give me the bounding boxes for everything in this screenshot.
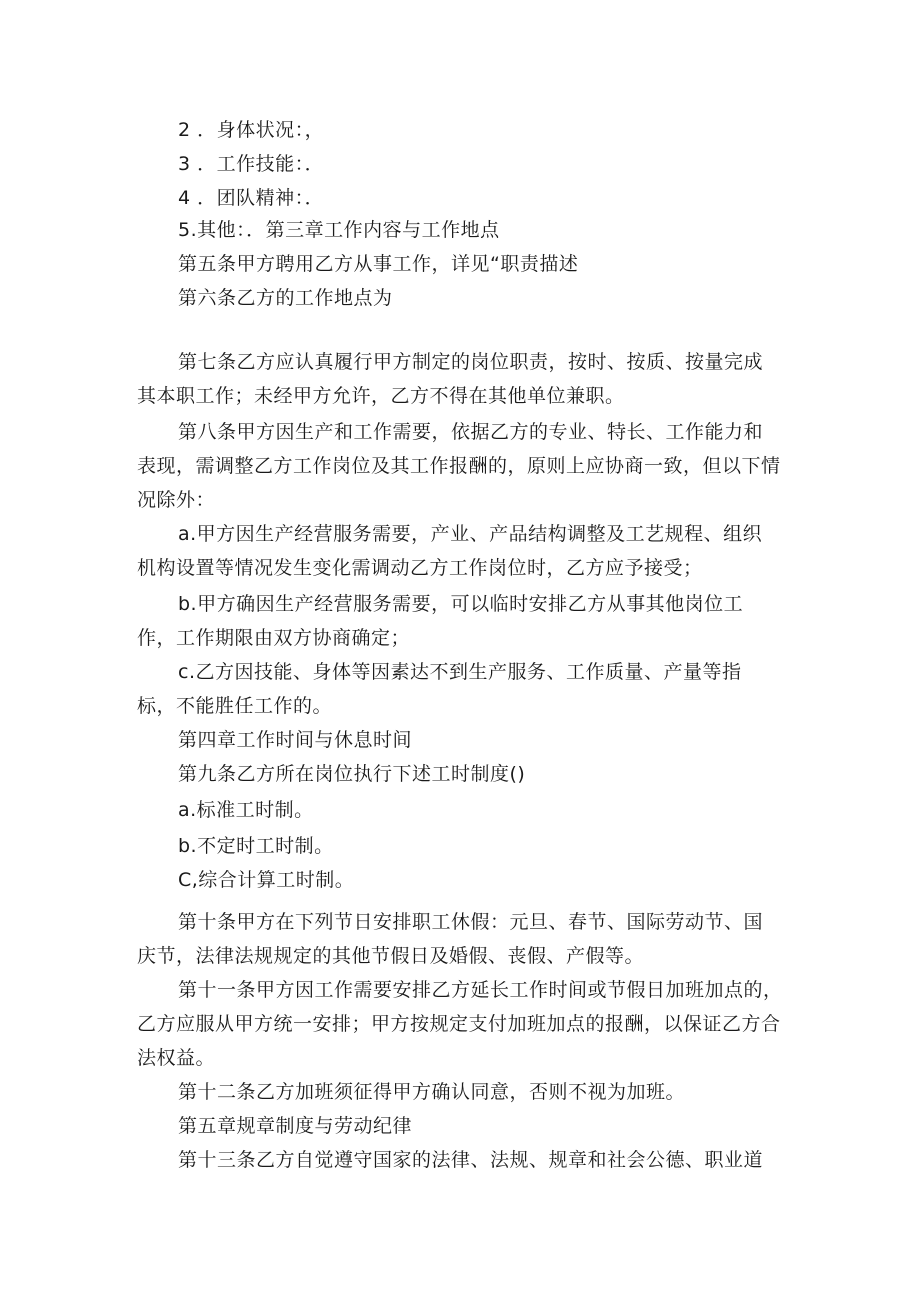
text-line: 其本职工作；未经甲方允许，乙方不得在其他单位兼职。: [137, 385, 625, 407]
text-line: 第十二条乙方加班须征得甲方确认同意，否则不视为加班。: [178, 1081, 686, 1103]
text-line: c.乙方因技能、身体等因素达不到生产服务、工作质量、产量等指: [178, 661, 742, 683]
text-line: 第九条乙方所在岗位执行下述工时制度(): [178, 763, 526, 785]
text-line: 第八条甲方因生产和工作需要，依据乙方的专业、特长、工作能力和: [178, 421, 764, 443]
text-line: 第七条乙方应认真履行甲方制定的岗位职责，按时、按质、按量完成: [178, 351, 764, 373]
text-line: 第十条甲方在下列节日安排职工休假：元旦、春节、国际劳动节、国: [178, 911, 764, 933]
text-line: b.甲方确因生产经营服务需要，可以临时安排乙方从事其他岗位工: [178, 593, 744, 615]
text-line: 5.其他：．第三章工作内容与工作地点: [178, 219, 500, 241]
text-line: 第六条乙方的工作地点为: [178, 287, 393, 309]
text-line: 作，工作期限由双方协商确定；: [137, 627, 411, 649]
text-line: 乙方应服从甲方统一安排；甲方按规定支付加班加点的报酬，以保证乙方合: [137, 1013, 781, 1035]
chapter-heading: 第四章工作时间与休息时间: [178, 729, 413, 751]
text-line: 表现，需调整乙方工作岗位及其工作报酬的，原则上应协商一致，但以下情: [137, 455, 781, 477]
text-line: 第十一条甲方因工作需要安排乙方延长工作时间或节假日加班加点的，: [178, 979, 783, 1001]
text-line: b.不定时工时制。: [178, 835, 334, 857]
text-line: 标，不能胜任工作的。: [137, 695, 333, 717]
text-line: a.标准工时制。: [178, 799, 314, 821]
text-line: 第五条甲方聘用乙方从事工作，详见“职责描述: [178, 253, 579, 275]
text-line: 2 ．身体状况：，: [178, 119, 325, 141]
text-line: 4 ．团队精神：．: [178, 187, 325, 209]
text-line: a.甲方因生产经营服务需要，产业、产品结构调整及工艺规程、组织: [178, 523, 763, 545]
text-line: 法权益。: [137, 1047, 216, 1069]
text-line: 机构设置等情况发生变化需调动乙方工作岗位时，乙方应予接受；: [137, 557, 703, 579]
chapter-heading: 第五章规章制度与劳动纪律: [178, 1115, 413, 1137]
text-line: 庆节，法律法规规定的其他节假日及婚假、丧假、产假等。: [137, 945, 645, 967]
text-line: 第十三条乙方自觉遵守国家的法律、法规、规章和社会公德、职业道: [178, 1149, 764, 1171]
text-line: C,综合计算工时制。: [178, 869, 355, 891]
text-line: 3 ．工作技能：．: [178, 153, 325, 175]
text-line: 况除外：: [137, 489, 216, 511]
